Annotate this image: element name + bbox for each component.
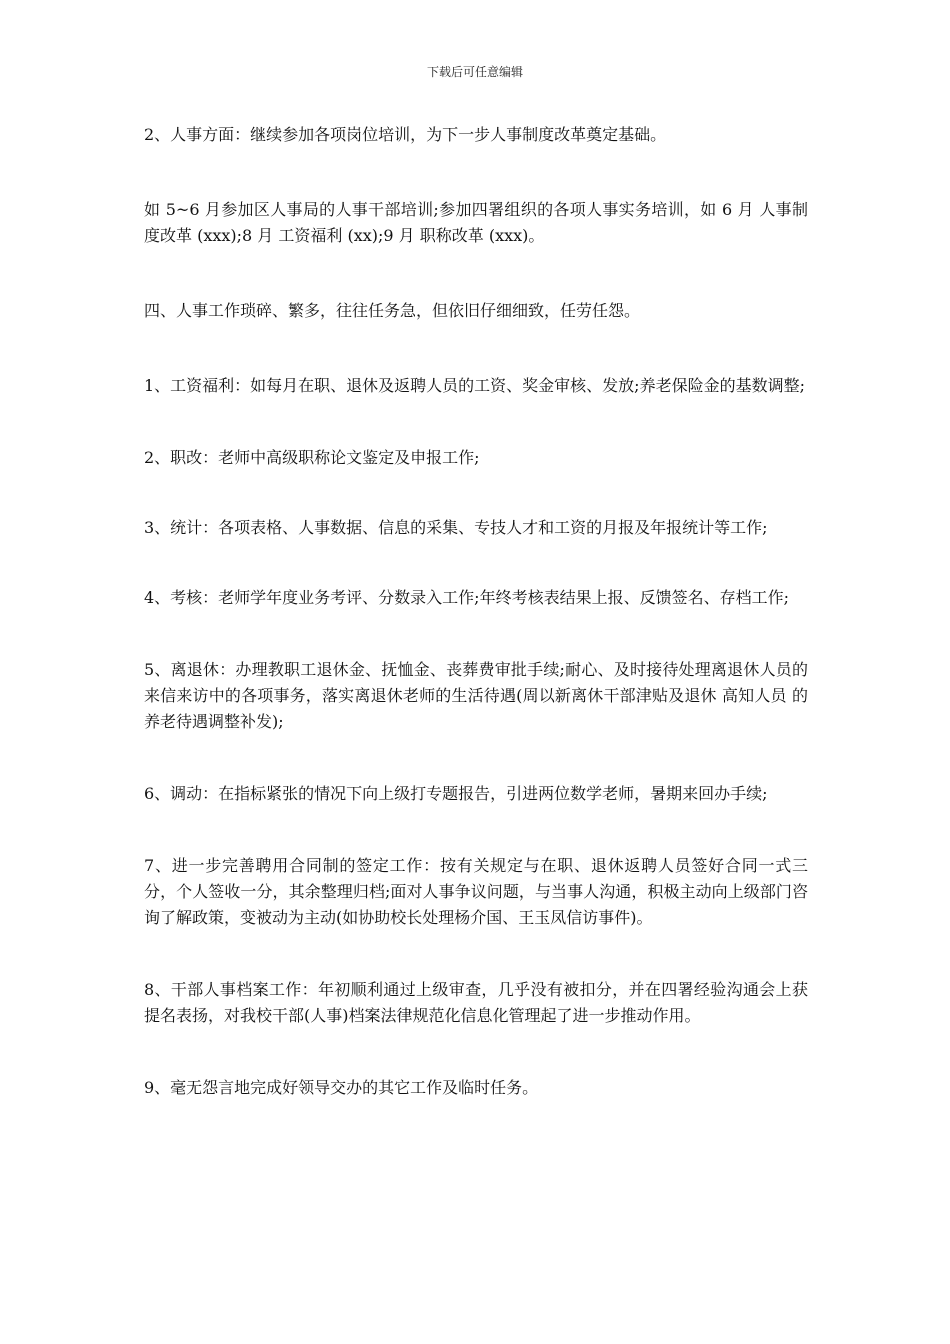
paragraph-salary-welfare: 1、工资福利：如每月在职、退休及返聘人员的工资、奖金审核、发放;养老保险金的基数调整; bbox=[144, 376, 805, 395]
page-header: 下载后可任意编辑 bbox=[426, 65, 523, 79]
paragraph-retirement: 5、离退休：办理教职工退休金、抚恤金、丧葬费审批手续;耐心、及时接待处理离退休人员的来信来访中的各项事务，落实离退休老师的生活待遇(周以新离休干部津贴及退休 高知人员 的养老待遇调整补发); bbox=[144, 660, 808, 731]
paragraph-training-examples: 如 5~6 月参加区人事局的人事干部培训;参加四署组织的各项人事实务培训，如 6 月 人事制度改革 (xxx);8 月 工资福利 (xx);9 月 职称改革 (xxx)。 bbox=[144, 200, 808, 245]
paragraph-title-reform: 2、职改：老师中高级职称论文鉴定及申报工作; bbox=[144, 448, 480, 467]
document-body bbox=[144, 122, 808, 1101]
paragraph-other-tasks: 9、毫无怨言地完成好领导交办的其它工作及临时任务。 bbox=[144, 1078, 539, 1097]
section-heading-4: 四、人事工作琐碎、繁多，往往任务急，但依旧仔细细致，任劳任怨。 bbox=[144, 301, 641, 320]
paragraph-archives: 8、干部人事档案工作：年初顺利通过上级审查，几乎没有被扣分，并在四署经验沟通会上获提名表扬，对我校干部(人事)档案法律规范化信息化管理起了进一步推动作用。 bbox=[144, 980, 808, 1025]
paragraph-personnel-training: 2、人事方面：继续参加各项岗位培训，为下一步人事制度改革奠定基础。 bbox=[144, 125, 667, 144]
paragraph-transfer: 6、调动：在指标紧张的情况下向上级打专题报告，引进两位数学老师，暑期来回办手续; bbox=[144, 784, 768, 803]
paragraph-statistics: 3、统计：各项表格、人事数据、信息的采集、专技人才和工资的月报及年报统计等工作; bbox=[144, 518, 768, 537]
paragraph-assessment: 4、考核：老师学年度业务考评、分数录入工作;年终考核表结果上报、反馈签名、存档工作; bbox=[144, 588, 789, 607]
paragraph-contracts: 7、进一步完善聘用合同制的签定工作：按有关规定与在职、退休返聘人员签好合同一式三分，个人签收一分，其余整理归档;面对人事争议问题，与当事人沟通，积极主动向上级部门咨询了解政策，变被动为主动(如协助校长处理杨介国、王玉凤信访事件)。 bbox=[144, 856, 808, 927]
